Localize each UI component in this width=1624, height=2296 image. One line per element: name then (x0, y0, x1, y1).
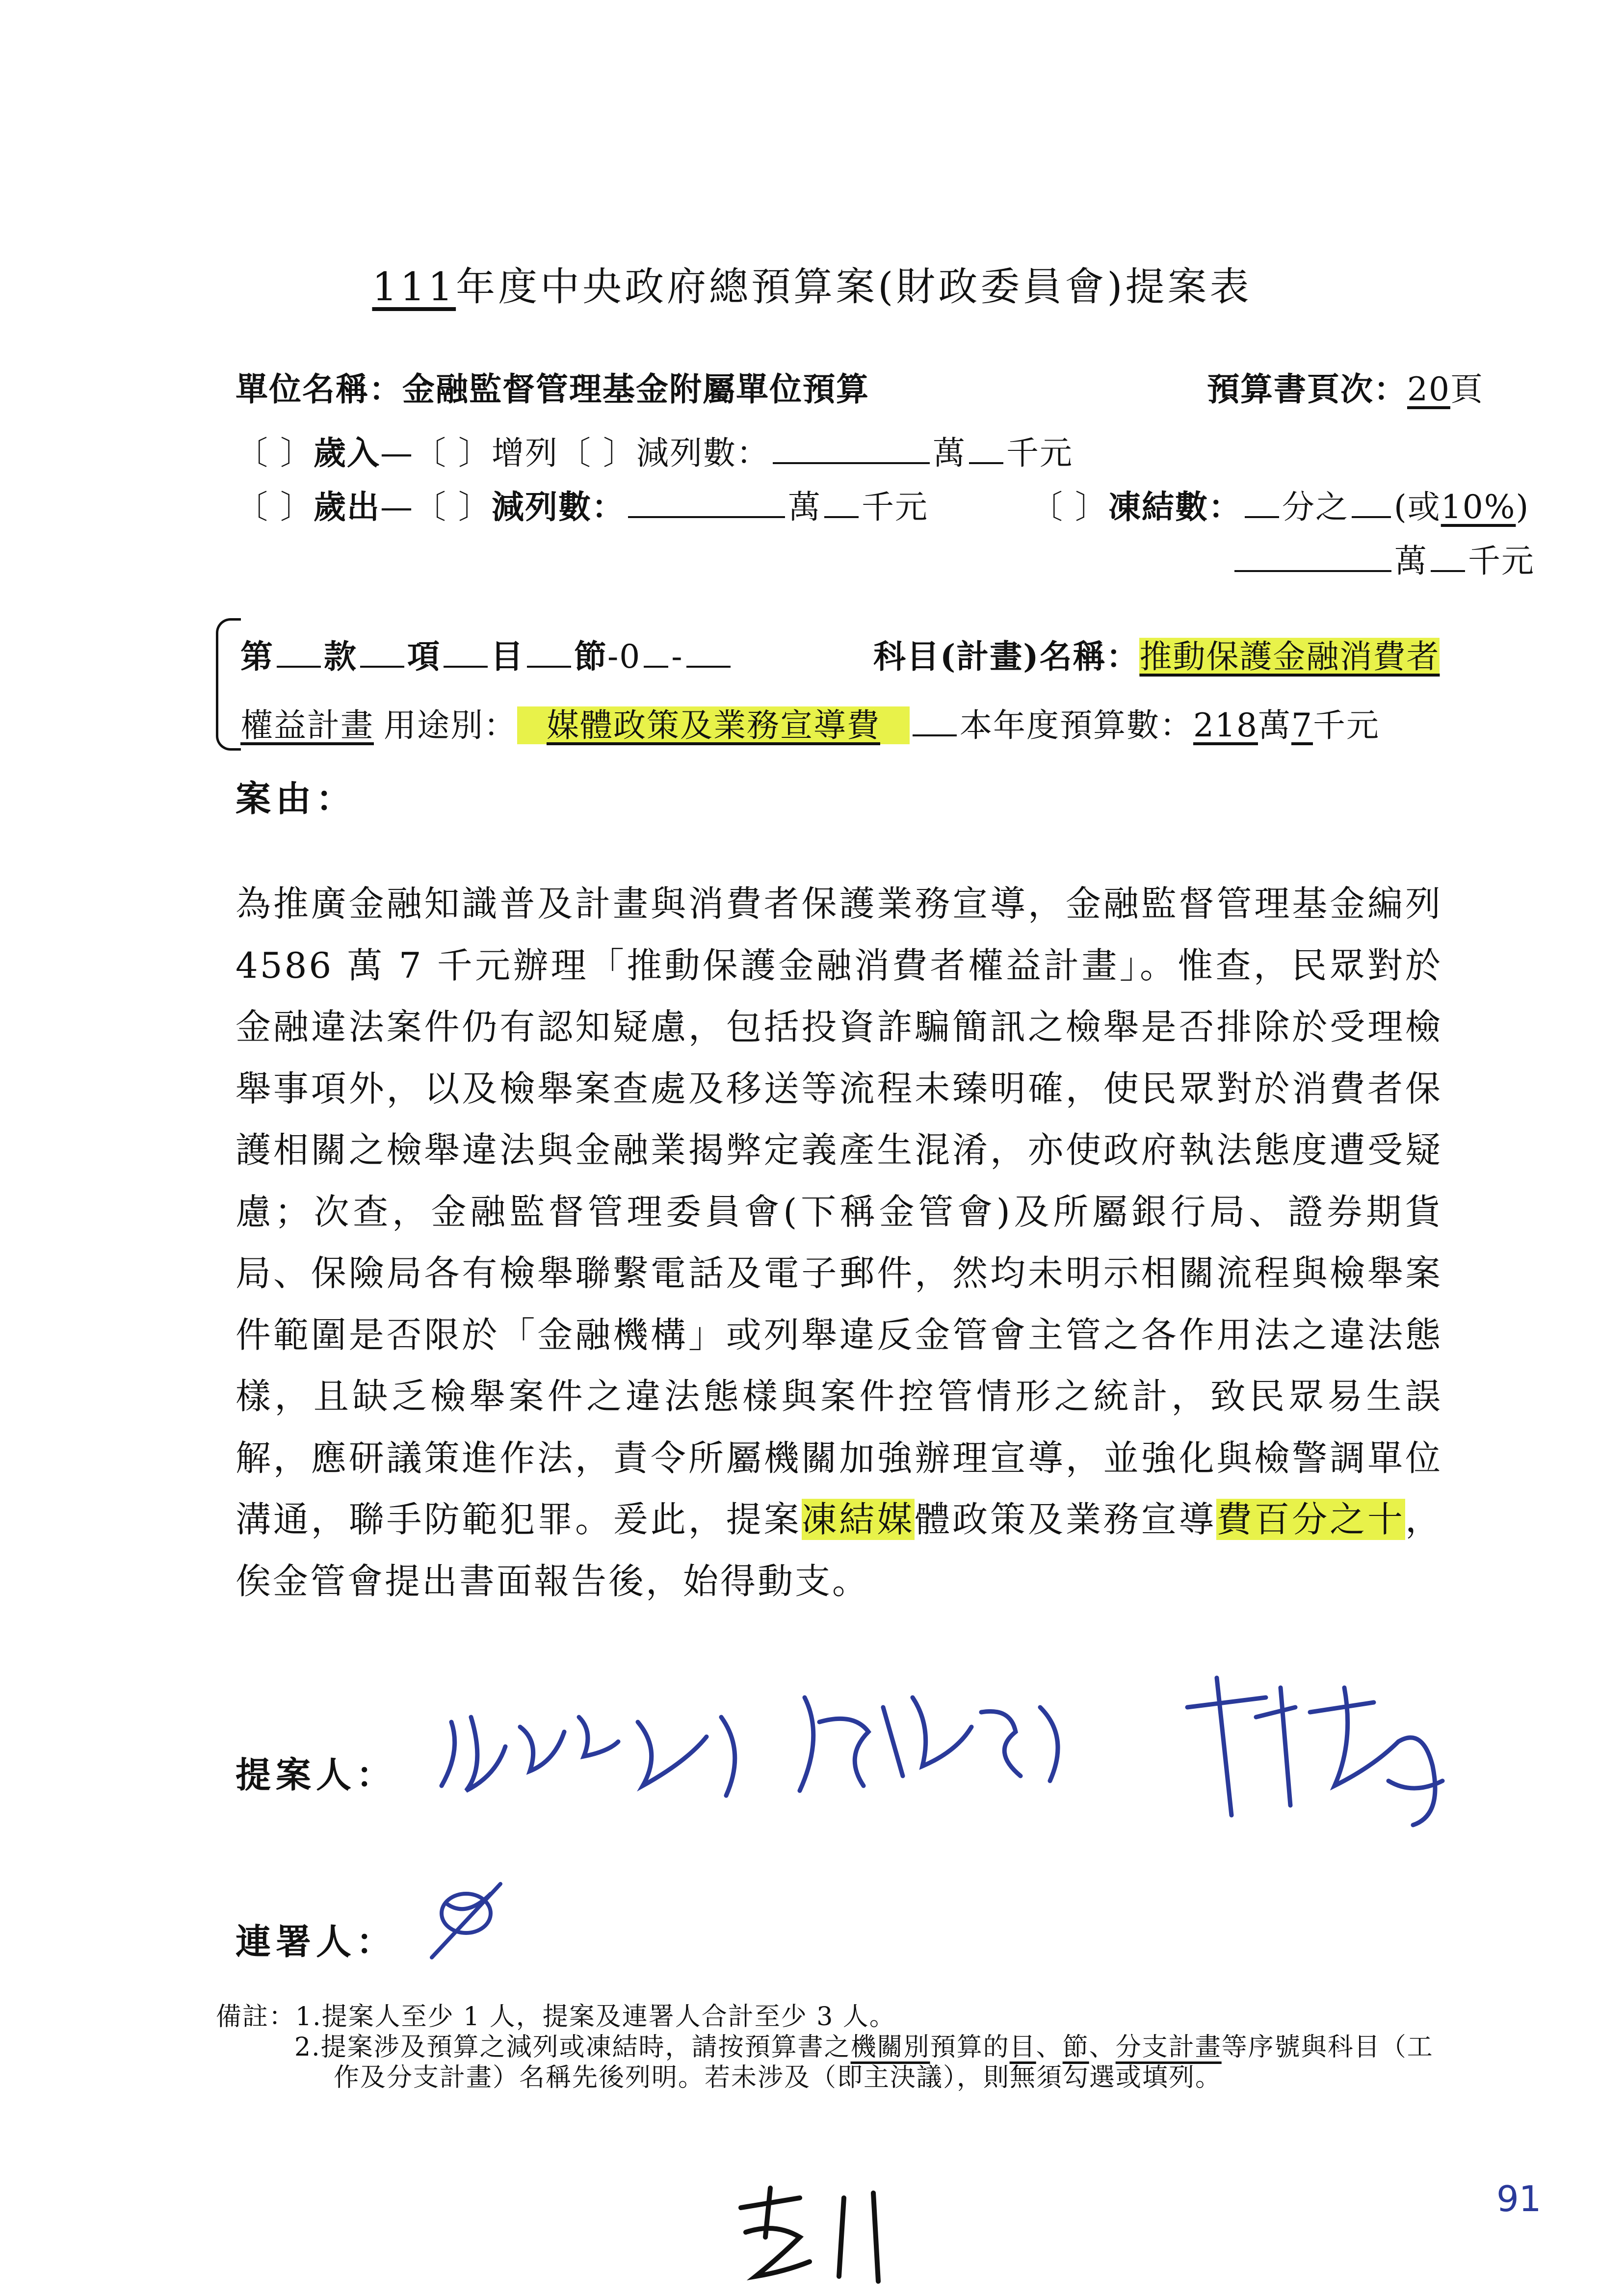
purpose-value: 媒體政策及業務宣導費 (517, 706, 910, 744)
checkbox-decrease[interactable]: 〔 〕 (413, 488, 492, 526)
reason-highlight: 費百分之十 (1216, 1499, 1405, 1540)
kuan-label: 款 (324, 637, 357, 676)
qianyuan-unit: 千元 (861, 488, 928, 526)
page-label: 預算書頁次： (1207, 370, 1407, 408)
notes-section (216, 2002, 1442, 2093)
item-code: -0 (607, 638, 641, 676)
dash: - (671, 638, 683, 676)
reason-text: 為推廣金融知識普及計畫與消費者保護業務宣導，金融監督管理基金編列 4586 萬 7 千元辦理「推動保護金融消費者權益計畫」。惟查，民眾對於金融違法案件仍有認知疑慮，包括投資詐騙簡訊之檢舉是否排除於受理檢舉事項外，以及檢舉案查處及移送等流程未臻明確，使民眾對於消費者保護相關之檢舉違法與金融業揭弊定義產生混淆，亦使政府執法態度遭受疑慮；次查，金融監督管理委員會(下稱金管會)及所屬銀行局、證券期貨局、保險局各有檢舉聯繫電話及電子郵件，然均未明示相關流程與檢舉案件範圍是否限於「金融機構」或列舉違反金管會主管之各作用法之違法態樣，且缺乏檢舉案件之違法態樣與案件控管情形之統計，致民眾易生誤解，應研議策進作法，責令所屬機關加強辦理宣導，並強化與檢警調單位溝通，聯手防範犯罪。爰此，提案 (236, 883, 1442, 1540)
blank-field[interactable] (444, 638, 488, 668)
blank-field[interactable] (1234, 543, 1391, 572)
notes-underlined: 目 (1009, 2033, 1036, 2062)
signature-2-icon (785, 1678, 1099, 1817)
qianyuan-unit: 千元 (1468, 542, 1535, 580)
blank-field[interactable] (824, 489, 859, 518)
notes-item-2 (216, 2032, 1442, 2093)
subject-label: 科目(計畫)名稱： (873, 637, 1140, 676)
budget-label: 本年度預算數： (960, 706, 1193, 744)
blank-field[interactable] (773, 435, 930, 464)
blank-field[interactable] (686, 638, 731, 668)
revenue-line (236, 427, 1073, 473)
checkbox-freeze[interactable]: 〔 〕 (1030, 488, 1108, 526)
unit-line (236, 363, 869, 410)
subject-value-cont: 權益計畫 (240, 706, 374, 744)
or-label: (或 (1393, 488, 1441, 526)
subject-value: 推動保護金融消費者 (1139, 638, 1440, 676)
wan-unit: 萬 (1257, 706, 1291, 744)
signature-3-icon (1168, 1668, 1482, 1837)
notes-label: 備註： (216, 2002, 296, 2032)
checkbox-expense[interactable]: 〔 〕 (236, 488, 314, 526)
blank-field[interactable] (1245, 489, 1279, 518)
blank-field[interactable] (644, 638, 668, 668)
handwritten-mark-icon (726, 2178, 913, 2288)
notes-underlined: 機關別 (850, 2033, 930, 2062)
mu-label: 目 (491, 637, 524, 676)
blank-field (913, 707, 957, 736)
blank-field[interactable] (1431, 543, 1465, 572)
amount-line (1231, 535, 1535, 581)
decrease-label: 減列數： (491, 488, 625, 526)
notes-text: 、 (1036, 2033, 1063, 2062)
di-label: 第 (240, 637, 274, 676)
decrease-label: 減列數： (636, 434, 770, 472)
reason-highlight: 凍結媒 (801, 1499, 915, 1540)
jie-label: 節 (574, 637, 607, 676)
wan-unit: 萬 (932, 434, 966, 472)
item-line (240, 630, 733, 677)
blank-field[interactable] (360, 638, 404, 668)
qianyuan-unit: 千元 (1312, 706, 1380, 744)
subject-field (873, 630, 1440, 677)
page-number: 91 (1496, 2178, 1542, 2219)
dash: — (380, 488, 414, 526)
xiang-label: 項 (407, 637, 441, 676)
wan-unit: 萬 (1394, 542, 1428, 580)
checkbox-decrease[interactable]: 〔 〕 (558, 434, 636, 472)
blank-field[interactable] (969, 435, 1003, 464)
expense-label: 歲出 (313, 488, 380, 526)
notes-item-1 (216, 2002, 1442, 2032)
page-title (0, 255, 1624, 312)
blank-field[interactable] (277, 638, 321, 668)
cosigner-label: 連署人： (236, 1921, 397, 1962)
checkbox-increase[interactable]: 〔 〕 (413, 434, 492, 472)
cosigner-mark-icon (417, 1874, 515, 1964)
reason-text: 體政策及業務宣導 (915, 1499, 1217, 1540)
unit-label: 單位名稱： (236, 370, 402, 408)
blank-field[interactable] (527, 638, 571, 668)
reason-text: ，俟金管會提出書面報告後，始得動支。 (236, 1499, 1442, 1602)
page-ref (1207, 363, 1484, 410)
budget-qian: 7 (1291, 706, 1313, 744)
fen-label: 分之 (1282, 488, 1349, 526)
proposer-label: 提案人： (236, 1754, 397, 1796)
notes-underlined: 節 (1062, 2033, 1089, 2062)
freeze-field (1030, 481, 1529, 527)
revenue-label: 歲入 (313, 434, 380, 472)
notes-text: 2.提案涉及預算之減列或凍結時，請按預算書之 (294, 2033, 851, 2062)
qianyuan-unit: 千元 (1006, 434, 1073, 472)
page-suffix: 頁 (1450, 370, 1484, 408)
wan-unit: 萬 (787, 488, 821, 526)
checkbox-revenue[interactable]: 〔 〕 (236, 434, 314, 472)
close-paren: ) (1516, 488, 1530, 526)
notes-underlined: 分支計畫 (1115, 2033, 1222, 2062)
freeze-percent: 10% (1441, 488, 1516, 526)
notes-text: 預算的 (930, 2033, 1010, 2062)
freeze-label: 凍結數： (1108, 488, 1242, 526)
unit-value: 金融監督管理基金附屬單位預算 (402, 370, 869, 408)
purpose-line (240, 699, 1380, 746)
signature-1-icon (432, 1688, 775, 1817)
dash: — (380, 434, 414, 472)
blank-field[interactable] (1352, 489, 1391, 518)
reason-heading: 案由： (236, 778, 357, 819)
increase-label: 增列 (491, 434, 558, 472)
item-bracket (216, 618, 241, 751)
notes-text: 等序號與科目（工作及分支計畫）名稱先後列明。若未涉及（即主決議），則無須勾選或填列。 (334, 2033, 1434, 2092)
page-value: 20 (1407, 370, 1450, 408)
expense-line (236, 481, 928, 527)
notes-text: 1.提案人至少 1 人，提案及連署人合計至少 3 人。 (295, 2002, 896, 2032)
notes-text: 、 (1089, 2033, 1116, 2062)
purpose-label: 用途別： (384, 706, 517, 744)
title-text: 年度中央政府總預算案(財政委員會)提案表 (456, 264, 1252, 310)
reason-body (236, 873, 1442, 1612)
blank-field[interactable] (628, 489, 785, 518)
title-year: 111 (372, 264, 456, 310)
budget-wan: 218 (1193, 706, 1258, 744)
